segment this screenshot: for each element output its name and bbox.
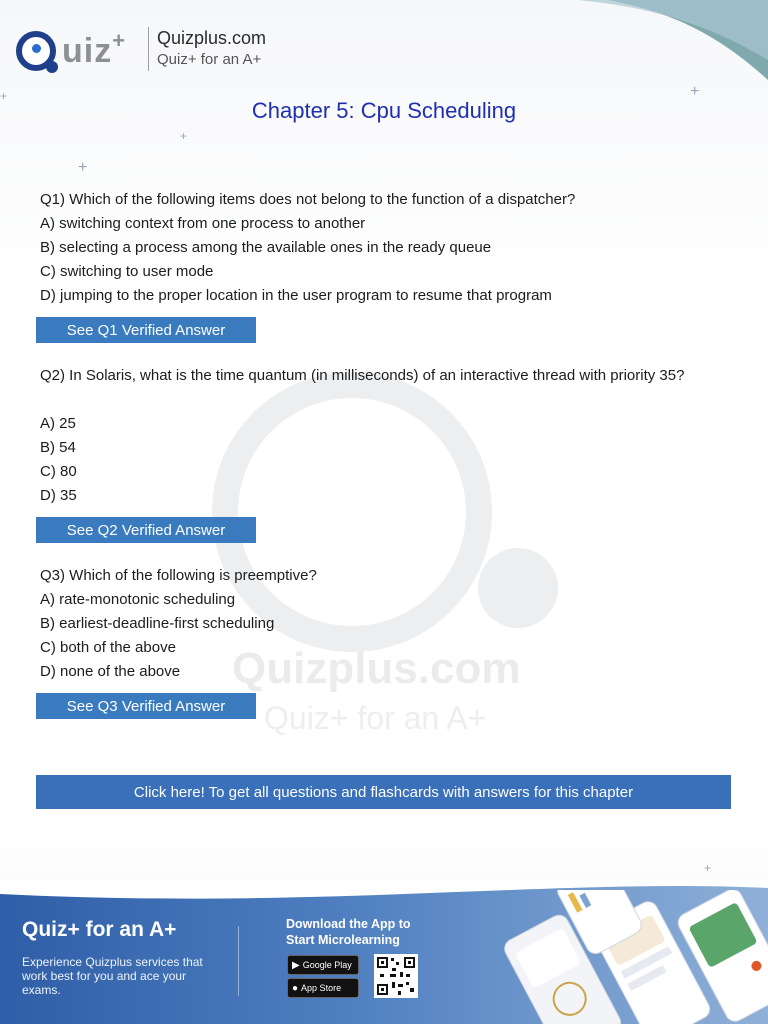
watermark-logo-dot bbox=[478, 548, 558, 628]
app-store-button[interactable] bbox=[287, 978, 359, 998]
answer-option: B) selecting a process among the available ones in the ready queue bbox=[40, 239, 492, 256]
answer-option: B) earliest-deadline-first scheduling bbox=[40, 615, 275, 632]
site-tagline: Quiz+ for an A+ bbox=[157, 51, 262, 68]
decor-plus-icon: + bbox=[180, 129, 188, 143]
decor-plus-icon: + bbox=[704, 861, 712, 875]
question-text: Q2) In Solaris, what is the time quantum (in milliseconds) of an interactive thread with priority 35? bbox=[40, 367, 685, 384]
qr-code-icon[interactable] bbox=[374, 954, 418, 998]
google-play-label: Google Play bbox=[302, 960, 352, 970]
question-text: Q1) Which of the following items does not belong to the function of a dispatcher? bbox=[40, 191, 576, 208]
see-q2-answer-button[interactable]: See Q2 Verified Answer bbox=[36, 517, 256, 543]
app-download-title: Download the App to Start Microlearning bbox=[286, 917, 411, 947]
app-store-label: App Store bbox=[301, 983, 342, 993]
chapter-title: Chapter 5: Cpu Scheduling bbox=[251, 98, 517, 123]
watermark-name: Quizplus.com bbox=[232, 644, 521, 693]
promo-title: Quiz+ for an A+ bbox=[22, 918, 177, 941]
decor-plus-icon: + bbox=[0, 89, 8, 103]
logo-wordmark: uiz bbox=[62, 31, 113, 70]
footer-divider bbox=[238, 926, 239, 996]
watermark-tagline: Quiz+ for an A+ bbox=[264, 700, 487, 736]
answer-option: D) none of the above bbox=[40, 663, 181, 680]
header-divider bbox=[148, 27, 149, 71]
question-text: Q3) Which of the following is preemptive? bbox=[40, 567, 317, 584]
answer-option: A) rate-monotonic scheduling bbox=[40, 591, 236, 608]
answer-option: A) 25 bbox=[40, 415, 76, 432]
answer-option: C) switching to user mode bbox=[40, 263, 214, 280]
quizplus-logo[interactable] bbox=[16, 26, 125, 76]
promo-text: Experience Quizplus services that work best for you and ace your exams. bbox=[22, 955, 203, 997]
answer-option: D) jumping to the proper location in the user program to resume that program bbox=[40, 287, 552, 304]
see-q1-answer-button[interactable]: See Q1 Verified Answer bbox=[36, 317, 256, 343]
logo-q-icon bbox=[16, 31, 56, 71]
decor-plus-icon: + bbox=[78, 159, 88, 176]
answer-option: A) switching context from one process to another bbox=[40, 215, 366, 232]
footer-banner bbox=[0, 880, 768, 1024]
top-right-wave-decoration bbox=[568, 0, 768, 95]
all-questions-cta-button[interactable]: Click here! To get all questions and flashcards with answers for this chapter bbox=[36, 775, 731, 809]
watermark-logo-ring bbox=[212, 372, 492, 652]
see-q3-answer-button[interactable]: See Q3 Verified Answer bbox=[36, 693, 256, 719]
answer-option: C) both of the above bbox=[40, 639, 176, 656]
site-name: Quizplus.com bbox=[157, 28, 267, 48]
logo-plus-icon: + bbox=[112, 28, 126, 53]
apple-icon: ● bbox=[292, 982, 299, 994]
answer-option: C) 80 bbox=[40, 463, 77, 480]
app-phones-illustration bbox=[500, 890, 768, 1024]
google-play-button[interactable] bbox=[287, 955, 359, 975]
play-store-icon: ▶ bbox=[292, 959, 300, 971]
decor-plus-icon: + bbox=[690, 83, 700, 100]
answer-option: D) 35 bbox=[40, 487, 77, 504]
answer-option: B) 54 bbox=[40, 439, 76, 456]
